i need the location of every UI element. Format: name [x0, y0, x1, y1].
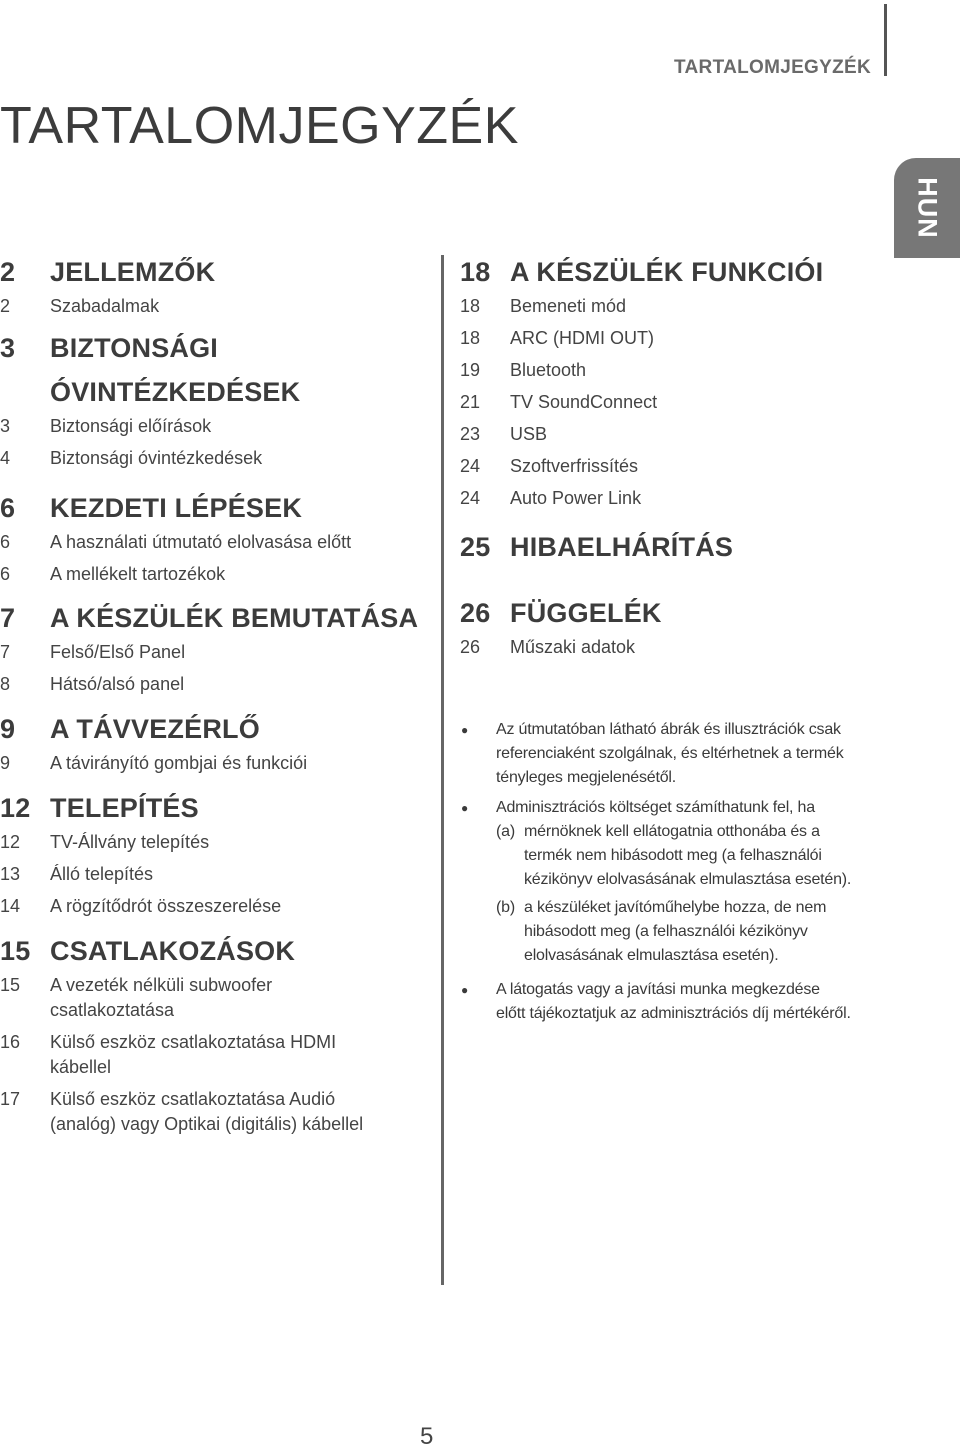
toc-section-heading[interactable]	[0, 486, 420, 530]
toc-right-column	[460, 250, 880, 667]
page-title: TARTALOMJEGYZÉK	[0, 97, 519, 155]
entry-page-number: 16	[0, 1032, 21, 1052]
entry-label: Auto Power Link	[510, 488, 642, 508]
note-line: referenciaként szolgálnak, és eltérhetnek a termék	[496, 745, 844, 762]
bullet-icon: ●	[461, 983, 469, 997]
toc-section-heading[interactable]	[0, 786, 420, 830]
note-item	[461, 718, 881, 790]
toc-section	[460, 525, 880, 569]
toc-section-heading[interactable]	[0, 596, 420, 640]
entry-label: A mellékelt tartozékok	[50, 564, 226, 584]
toc-entry[interactable]	[0, 446, 420, 471]
entry-label-line2: csatlakoztatása	[50, 1000, 175, 1020]
note-line: a készüléket javítóműhelybe hozza, de nem	[524, 899, 827, 916]
section-page-number: 9	[0, 714, 16, 744]
note-line: Adminisztrációs költséget számíthatunk fel, ha	[496, 799, 815, 816]
section-page-number: 7	[0, 603, 16, 633]
entry-page-number: 12	[0, 832, 21, 852]
entry-page-number: 3	[0, 416, 11, 436]
section-title: TELEPÍTÉS	[50, 793, 199, 823]
entry-label: A használati útmutató elolvasása előtt	[50, 532, 352, 552]
page-number: 5	[420, 1423, 434, 1450]
toc-entry[interactable]	[0, 1087, 420, 1137]
note-line: A látogatás vagy a javítási munka megkezdése	[496, 981, 820, 998]
entry-label-line2: (analóg) vagy Optikai (digitális) kábellel	[50, 1114, 364, 1134]
toc-section	[0, 250, 420, 319]
note-line: kézikönyv elolvasásának elmulasztása esetén).	[524, 871, 852, 888]
entry-page-number: 26	[460, 637, 481, 657]
entry-page-number: 23	[460, 424, 481, 444]
entry-label: Bluetooth	[510, 360, 587, 380]
subitem-label: (a)	[496, 823, 515, 840]
toc-entry[interactable]	[0, 830, 420, 855]
toc-entry[interactable]	[460, 326, 880, 351]
section-title: A KÉSZÜLÉK BEMUTATÁSA	[50, 603, 419, 633]
toc-entry[interactable]	[460, 635, 880, 660]
entry-label: Bemeneti mód	[510, 296, 627, 316]
entry-label: Műszaki adatok	[510, 637, 636, 657]
toc-section-heading[interactable]	[460, 591, 880, 635]
note-subitem	[496, 896, 881, 968]
entry-label: USB	[510, 424, 548, 444]
notes-list	[461, 718, 881, 1032]
entry-label: Hátsó/alsó panel	[50, 674, 185, 694]
toc-section	[460, 591, 880, 660]
toc-section-heading[interactable]	[460, 525, 880, 569]
note-item	[461, 796, 881, 972]
entry-label: Külső eszköz csatlakoztatása HDMI	[50, 1032, 337, 1052]
entry-page-number: 8	[0, 674, 11, 694]
toc-section	[0, 596, 420, 697]
entry-page-number: 2	[0, 296, 11, 316]
entry-page-number: 18	[460, 328, 481, 348]
entry-label: Szoftverfrissítés	[510, 456, 639, 476]
entry-label-line2: kábellel	[50, 1057, 112, 1077]
section-page-number: 18	[460, 257, 491, 287]
section-title: FÜGGELÉK	[510, 598, 662, 628]
note-item	[461, 978, 881, 1026]
entry-label: A távirányító gombjai és funkciói	[50, 753, 308, 773]
column-divider	[441, 255, 444, 1285]
section-page-number: 2	[0, 257, 16, 287]
toc-entry[interactable]	[460, 486, 880, 511]
note-line: előtt tájékoztatjuk az adminisztrációs díj mértékéről.	[496, 1005, 851, 1022]
section-title: JELLEMZŐK	[50, 257, 216, 287]
entry-page-number: 19	[460, 360, 481, 380]
section-title: A TÁVVEZÉRLŐ	[50, 714, 260, 744]
toc-entry[interactable]	[0, 414, 420, 439]
note-line: tényleges megjelenésétől.	[496, 769, 677, 786]
entry-label: Biztonsági előírások	[50, 416, 212, 436]
note-line: Az útmutatóban látható ábrák és illusztrációk csak	[496, 721, 841, 738]
section-title: A KÉSZÜLÉK FUNKCIÓI	[510, 257, 824, 287]
entry-label: Biztonsági óvintézkedések	[50, 448, 263, 468]
section-title: HIBAELHÁRÍTÁS	[510, 532, 734, 562]
entry-label: ARC (HDMI OUT)	[510, 328, 654, 348]
bullet-icon: ●	[461, 723, 469, 737]
toc-entry[interactable]	[0, 751, 420, 776]
toc-section-heading[interactable]	[0, 707, 420, 751]
section-page-number: 3	[0, 333, 16, 363]
toc-section	[0, 929, 420, 1137]
toc-section-heading-line2	[0, 370, 420, 414]
note-line: mérnöknek kell ellátogatnia otthonába és a	[524, 823, 820, 840]
toc-entry[interactable]	[460, 358, 880, 383]
entry-page-number: 9	[0, 753, 11, 773]
toc-left-column	[0, 250, 420, 1144]
entry-page-number: 18	[460, 296, 481, 316]
entry-page-number: 21	[460, 392, 481, 412]
entry-label: TV-Állvány telepítés	[50, 832, 210, 852]
note-line: hibásodott meg (a felhasználói kézikönyv	[524, 923, 808, 940]
section-page-number: 15	[0, 936, 31, 966]
toc-section	[0, 486, 420, 587]
subitem-label: (b)	[496, 899, 515, 916]
entry-label: TV SoundConnect	[510, 392, 658, 412]
note-line: elolvasásának elmulasztása esetén).	[524, 947, 779, 964]
section-page-number: 6	[0, 493, 16, 523]
entry-page-number: 15	[0, 975, 21, 995]
entry-label: Külső eszköz csatlakoztatása Audió	[50, 1089, 336, 1109]
toc-section	[460, 250, 880, 511]
language-tab	[894, 158, 960, 258]
language-tab-label: HUN	[912, 177, 943, 239]
toc-entry[interactable]	[0, 894, 420, 919]
toc-entry[interactable]	[460, 454, 880, 479]
running-header: TARTALOMJEGYZÉK	[674, 57, 871, 78]
entry-page-number: 7	[0, 642, 11, 662]
toc-entry[interactable]	[0, 1030, 420, 1080]
toc-entry[interactable]	[0, 672, 420, 697]
section-title: CSATLAKOZÁSOK	[50, 936, 296, 966]
section-page-number: 25	[460, 532, 491, 562]
entry-page-number: 4	[0, 448, 11, 468]
entry-page-number: 13	[0, 864, 21, 884]
entry-page-number: 6	[0, 532, 11, 552]
note-subitem	[496, 820, 881, 892]
toc-entry[interactable]	[460, 422, 880, 447]
toc-entry[interactable]	[0, 640, 420, 665]
bullet-icon: ●	[461, 801, 469, 815]
section-title: BIZTONSÁGI	[50, 333, 219, 363]
toc-entry[interactable]	[460, 294, 880, 319]
toc-section-heading[interactable]	[0, 929, 420, 973]
section-title: KEZDETI LÉPÉSEK	[50, 493, 303, 523]
toc-section	[0, 786, 420, 919]
toc-section-heading[interactable]	[0, 250, 420, 294]
section-title-line2: ÓVINTÉZKEDÉSEK	[50, 377, 301, 407]
top-divider-rule	[884, 4, 887, 76]
toc-section	[0, 707, 420, 776]
toc-entry[interactable]	[0, 294, 420, 319]
toc-entry[interactable]	[0, 530, 420, 555]
entry-page-number: 24	[460, 456, 481, 476]
toc-entry[interactable]	[0, 973, 420, 1023]
entry-page-number: 14	[0, 896, 21, 916]
note-line: termék nem hibásodott meg (a felhasználói	[524, 847, 822, 864]
toc-entry[interactable]	[0, 562, 420, 587]
entry-page-number: 24	[460, 488, 481, 508]
entry-label: A rögzítődrót összeszerelése	[50, 896, 282, 916]
entry-label: A vezeték nélküli subwoofer	[50, 975, 273, 995]
section-page-number: 12	[0, 793, 31, 823]
toc-section	[0, 326, 420, 471]
entry-label: Szabadalmak	[50, 296, 160, 316]
entry-label: Álló telepítés	[50, 864, 154, 884]
entry-page-number: 6	[0, 564, 11, 584]
entry-label: Felső/Első Panel	[50, 642, 186, 662]
entry-page-number: 17	[0, 1089, 21, 1109]
toc-entry[interactable]	[0, 862, 420, 887]
toc-entry[interactable]	[460, 390, 880, 415]
section-page-number: 26	[460, 598, 491, 628]
toc-section-heading[interactable]	[460, 250, 880, 294]
toc-section-heading[interactable]	[0, 326, 420, 370]
